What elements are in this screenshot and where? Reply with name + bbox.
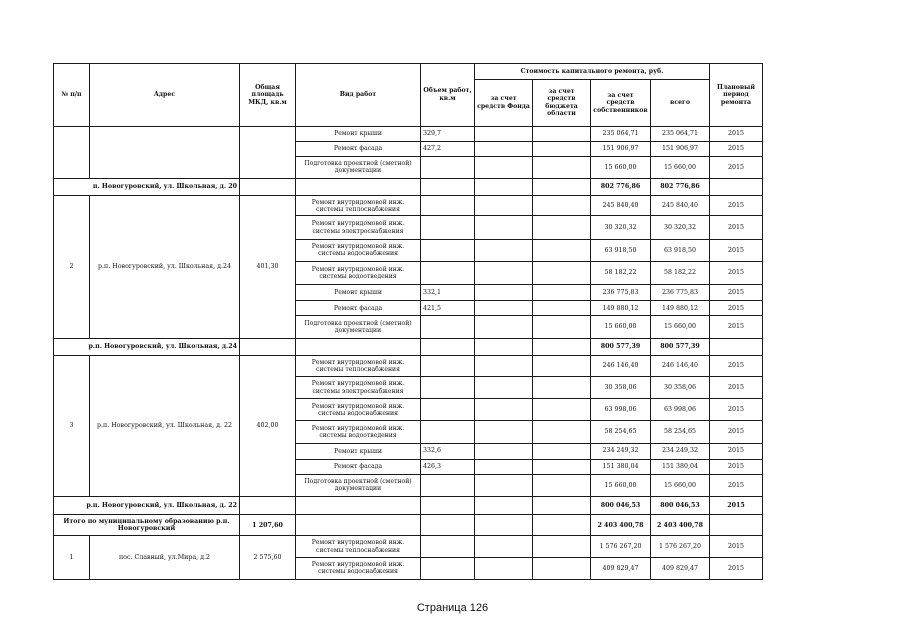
work-type-cell: Ремонт крыши (296, 285, 421, 301)
table-row (54, 515, 763, 536)
volume-cell (421, 376, 475, 398)
volume-cell (421, 557, 475, 579)
work-type-cell: Ремонт фасада (296, 301, 421, 316)
budget-cell (533, 156, 591, 178)
municipal-total-fund (475, 515, 533, 536)
table-row (54, 179, 763, 196)
volume-cell (421, 216, 475, 239)
year-cell: 2015 (710, 474, 763, 496)
subtotal-work-type (296, 179, 421, 196)
volume-cell (421, 421, 475, 443)
total-cell: 30 358,06 (651, 376, 710, 398)
municipal-total-owners: 2 403 400,78 (591, 515, 651, 536)
total-cell: 15 660,00 (651, 156, 710, 178)
header-work-type: Вид работ (296, 64, 421, 127)
owners-cell: 15 660,00 (591, 474, 651, 496)
total-cell: 235 064,71 (651, 126, 710, 141)
fund-cell (475, 285, 533, 301)
total-cell: 246 146,40 (651, 355, 710, 376)
work-type-cell: Ремонт фасада (296, 459, 421, 474)
year-cell: 2015 (710, 156, 763, 178)
owners-cell: 63 918,50 (591, 239, 651, 261)
volume-cell (421, 474, 475, 496)
year-cell: 2015 (710, 126, 763, 141)
total-cell: 409 829,47 (651, 557, 710, 579)
fund-cell (475, 474, 533, 496)
year-cell: 2015 (710, 443, 763, 459)
fund-cell (475, 141, 533, 156)
subtotal-volume (421, 179, 475, 196)
work-type-cell: Ремонт внутридомовой инж. системы водоснабжения (296, 239, 421, 261)
total-cell: 149 880,12 (651, 301, 710, 316)
budget-cell (533, 316, 591, 338)
volume-cell: 332,6 (421, 443, 475, 459)
subtotal-owners: 800 046,53 (591, 497, 651, 515)
volume-cell (421, 399, 475, 421)
total-cell: 245 840,40 (651, 196, 710, 216)
owners-cell: 58 254,65 (591, 421, 651, 443)
year-cell: 2015 (710, 261, 763, 284)
work-type-cell: Ремонт внутридомовой инж. системы электроснабжения (296, 216, 421, 239)
row-number-cell: 2 (54, 196, 90, 338)
municipal-total-total: 2 403 400,78 (651, 515, 710, 536)
year-cell: 2015 (710, 216, 763, 239)
budget-cell (533, 459, 591, 474)
table-row (54, 497, 763, 515)
total-cell: 234 249,32 (651, 443, 710, 459)
volume-cell: 427,2 (421, 141, 475, 156)
municipal-total-area: 1 207,60 (240, 515, 296, 536)
subtotal-work-type (296, 338, 421, 355)
volume-cell: 426,3 (421, 459, 475, 474)
budget-cell (533, 285, 591, 301)
header-cost-group: Стоимость капитального ремонта, руб. (475, 64, 710, 80)
year-cell: 2015 (710, 376, 763, 398)
municipal-total-budget (533, 515, 591, 536)
municipal-total-volume (421, 515, 475, 536)
header-period: Плановый период ремонта (710, 64, 763, 127)
municipal-total-work-type (296, 515, 421, 536)
total-cell: 30 320,32 (651, 216, 710, 239)
subtotal-year (710, 179, 763, 196)
fund-cell (475, 216, 533, 239)
budget-cell (533, 261, 591, 284)
volume-cell (421, 239, 475, 261)
work-type-cell: Ремонт крыши (296, 126, 421, 141)
year-cell: 2015 (710, 421, 763, 443)
work-type-cell: Ремонт внутридомовой инж. системы теплоснабжения (296, 196, 421, 216)
header-address: Адрес (90, 64, 240, 127)
municipal-total-label: Итого по муниципальному образованию р.п. Новогуровский (54, 515, 240, 536)
fund-cell (475, 239, 533, 261)
budget-cell (533, 355, 591, 376)
year-cell: 2015 (710, 301, 763, 316)
year-cell: 2015 (710, 285, 763, 301)
owners-cell: 151 380,04 (591, 459, 651, 474)
volume-cell (421, 156, 475, 178)
fund-cell (475, 557, 533, 579)
total-cell: 15 660,00 (651, 474, 710, 496)
subtotal-volume (421, 497, 475, 515)
fund-cell (475, 536, 533, 557)
work-type-cell: Ремонт внутридомовой инж. системы водоснабжения (296, 399, 421, 421)
table-row (54, 338, 763, 355)
header-fund: за счет средств Фонда (475, 80, 533, 126)
budget-cell (533, 196, 591, 216)
year-cell: 2015 (710, 316, 763, 338)
fund-cell (475, 261, 533, 284)
owners-cell: 409 829,47 (591, 557, 651, 579)
row-number-cell: 3 (54, 355, 90, 496)
owners-cell: 234 249,32 (591, 443, 651, 459)
owners-cell: 236 775,83 (591, 285, 651, 301)
total-cell: 15 660,00 (651, 316, 710, 338)
municipal-total-year (710, 515, 763, 536)
page-number: Страница 126 (416, 602, 489, 614)
subtotal-area (240, 338, 296, 355)
work-type-cell: Подготовка проектной (сметной) документации (296, 156, 421, 178)
work-type-cell: Ремонт внутридомовой инж. системы водоотведения (296, 261, 421, 284)
work-type-cell: Ремонт внутридомовой инж. системы электроснабжения (296, 376, 421, 398)
owners-cell: 235 064,71 (591, 126, 651, 141)
subtotal-year (710, 338, 763, 355)
budget-cell (533, 376, 591, 398)
work-type-cell: Ремонт внутридомовой инж. системы теплоснабжения (296, 355, 421, 376)
address-cell: р.п. Новогуровский, ул. Школьная, д. 22 (90, 355, 240, 496)
owners-cell: 58 182,22 (591, 261, 651, 284)
budget-cell (533, 443, 591, 459)
area-cell: 2 575,60 (240, 536, 296, 580)
header-num: № п/п (54, 64, 90, 127)
year-cell: 2015 (710, 536, 763, 557)
fund-cell (475, 376, 533, 398)
subtotal-owners: 800 577,39 (591, 338, 651, 355)
address-cell: р.п. Новогуровский, ул. Школьная, д.24 (90, 196, 240, 338)
year-cell: 2015 (710, 399, 763, 421)
year-cell: 2015 (710, 459, 763, 474)
subtotal-address: р.п. Новогуровский, ул. Школьная, д.24 (54, 338, 240, 355)
year-cell: 2015 (710, 557, 763, 579)
table-row (54, 355, 763, 376)
subtotal-total: 800 577,39 (651, 338, 710, 355)
total-cell: 58 254,65 (651, 421, 710, 443)
budget-cell (533, 399, 591, 421)
volume-cell (421, 355, 475, 376)
fund-cell (475, 196, 533, 216)
row-number-cell (54, 126, 90, 178)
work-type-cell: Ремонт внутридомовой инж. системы теплоснабжения (296, 536, 421, 557)
owners-cell: 63 998,06 (591, 399, 651, 421)
budget-cell (533, 239, 591, 261)
owners-cell: 30 358,06 (591, 376, 651, 398)
budget-cell (533, 536, 591, 557)
fund-cell (475, 459, 533, 474)
capital-repair-table (53, 63, 763, 580)
area-cell (240, 126, 296, 178)
budget-cell (533, 126, 591, 141)
subtotal-owners: 802 776,86 (591, 179, 651, 196)
volume-cell: 329,7 (421, 126, 475, 141)
total-cell: 58 182,22 (651, 261, 710, 284)
row-number-cell: 1 (54, 536, 90, 580)
subtotal-fund (475, 497, 533, 515)
budget-cell (533, 216, 591, 239)
fund-cell (475, 443, 533, 459)
owners-cell: 30 320,32 (591, 216, 651, 239)
year-cell: 2015 (710, 196, 763, 216)
work-type-cell: Подготовка проектной (сметной) документации (296, 316, 421, 338)
owners-cell: 246 146,40 (591, 355, 651, 376)
fund-cell (475, 399, 533, 421)
year-cell: 2015 (710, 355, 763, 376)
subtotal-volume (421, 338, 475, 355)
fund-cell (475, 355, 533, 376)
fund-cell (475, 421, 533, 443)
fund-cell (475, 316, 533, 338)
address-cell: пос. Славный, ул.Мира, д.2 (90, 536, 240, 580)
volume-cell (421, 261, 475, 284)
subtotal-area (240, 497, 296, 515)
area-cell: 401,30 (240, 196, 296, 338)
total-cell: 151 380,04 (651, 459, 710, 474)
owners-cell: 151 906,97 (591, 141, 651, 156)
work-type-cell: Ремонт фасада (296, 141, 421, 156)
total-cell: 63 998,06 (651, 399, 710, 421)
subtotal-area (240, 179, 296, 196)
header-owners: за счет средств собственников (591, 80, 651, 126)
subtotal-fund (475, 179, 533, 196)
owners-cell: 1 576 267,20 (591, 536, 651, 557)
header-area: Общая площадь МКД, кв.м (240, 64, 296, 127)
area-cell: 402,00 (240, 355, 296, 496)
subtotal-budget (533, 497, 591, 515)
total-cell: 63 918,50 (651, 239, 710, 261)
owners-cell: 15 660,00 (591, 156, 651, 178)
year-cell: 2015 (710, 141, 763, 156)
fund-cell (475, 301, 533, 316)
budget-cell (533, 474, 591, 496)
year-cell: 2015 (710, 239, 763, 261)
owners-cell: 245 840,40 (591, 196, 651, 216)
address-cell (90, 126, 240, 178)
volume-cell (421, 316, 475, 338)
work-type-cell: Ремонт внутридомовой инж. системы водоснабжения (296, 557, 421, 579)
subtotal-total: 800 046,53 (651, 497, 710, 515)
header-volume: Объем работ, кв.м (421, 64, 475, 127)
table-row (54, 196, 763, 216)
work-type-cell: Ремонт крыши (296, 443, 421, 459)
work-type-cell: Подготовка проектной (сметной) документации (296, 474, 421, 496)
budget-cell (533, 557, 591, 579)
subtotal-budget (533, 179, 591, 196)
work-type-cell: Ремонт внутридомовой инж. системы водоотведения (296, 421, 421, 443)
volume-cell (421, 196, 475, 216)
fund-cell (475, 156, 533, 178)
total-cell: 151 906,97 (651, 141, 710, 156)
budget-cell (533, 141, 591, 156)
subtotal-year: 2015 (710, 497, 763, 515)
subtotal-address: р.п. Новогуровский, ул. Школьная, д. 22 (54, 497, 240, 515)
table-row (54, 536, 763, 557)
header-total: всего (651, 80, 710, 126)
total-cell: 1 576 267,20 (651, 536, 710, 557)
subtotal-address: п. Новогуровский, ул. Школьная, д. 20 (54, 179, 240, 196)
volume-cell: 332,1 (421, 285, 475, 301)
table-row (54, 126, 763, 141)
budget-cell (533, 421, 591, 443)
subtotal-work-type (296, 497, 421, 515)
budget-cell (533, 301, 591, 316)
total-cell: 236 775,83 (651, 285, 710, 301)
owners-cell: 15 660,00 (591, 316, 651, 338)
header-budget: за счет средств бюджета области (533, 80, 591, 126)
subtotal-fund (475, 338, 533, 355)
subtotal-budget (533, 338, 591, 355)
fund-cell (475, 126, 533, 141)
owners-cell: 149 880,12 (591, 301, 651, 316)
volume-cell (421, 536, 475, 557)
volume-cell: 421,5 (421, 301, 475, 316)
subtotal-total: 802 776,86 (651, 179, 710, 196)
